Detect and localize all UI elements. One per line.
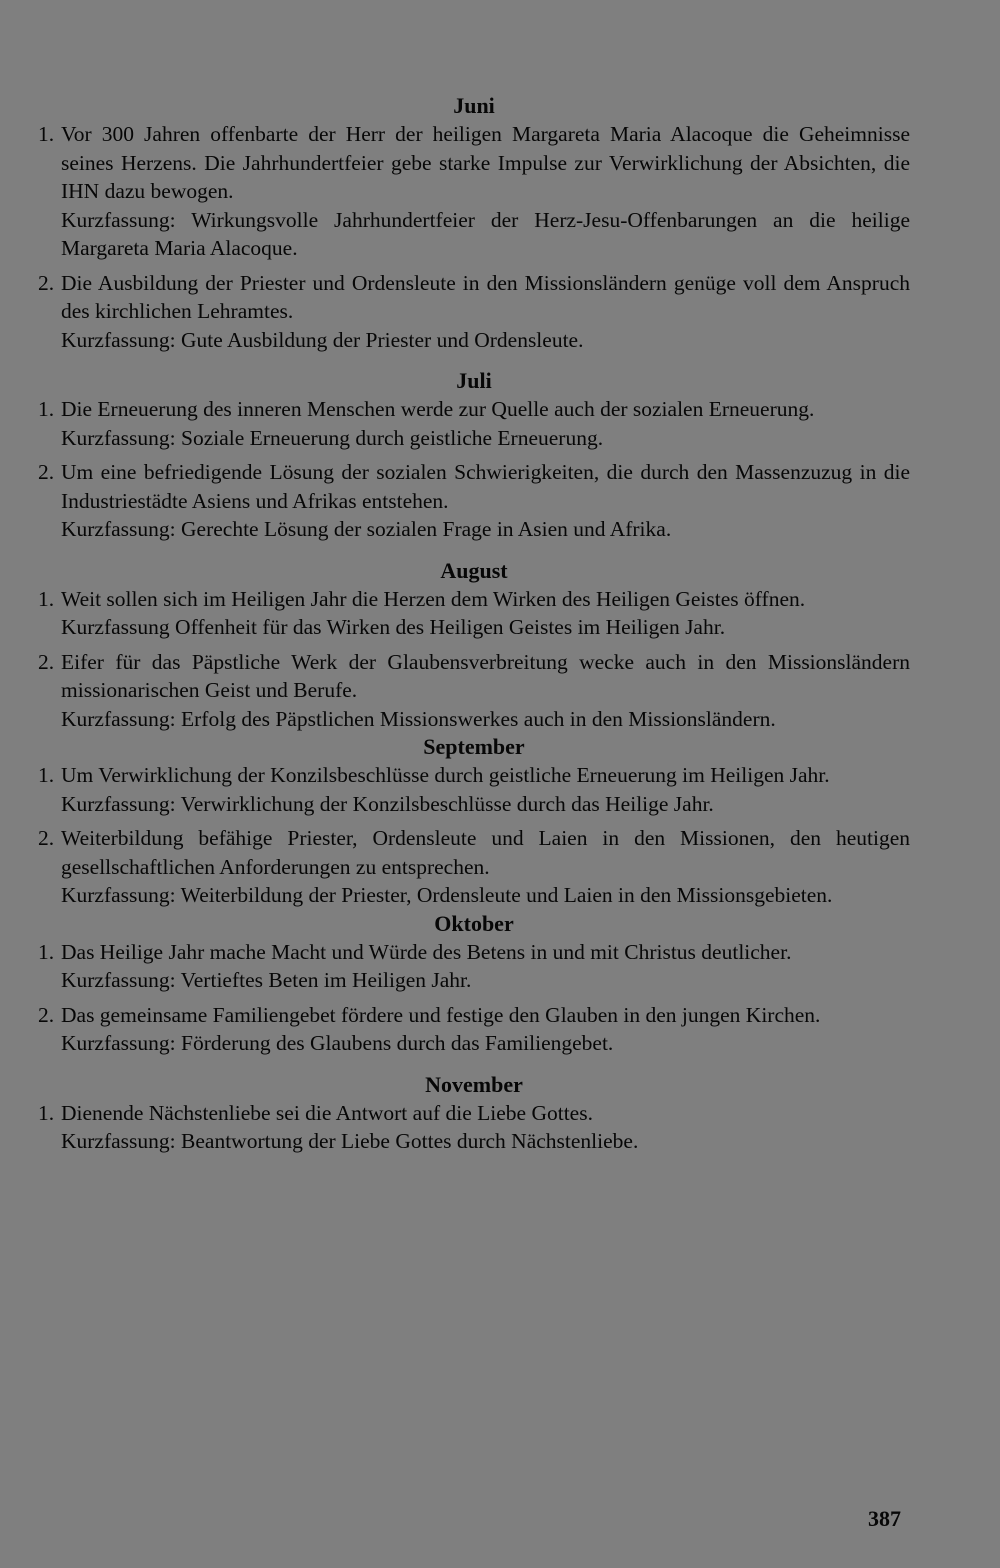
month-heading: September — [423, 734, 525, 759]
item-text: Das gemeinsame Familiengebet fördere und festige den Glauben in den jungen Kirchen. — [61, 1002, 821, 1027]
month-heading: Juni — [453, 93, 495, 118]
item-summary: Kurzfassung: Erfolg des Päpstlichen Missionswerkes auch in den Missionsländern. — [61, 706, 776, 731]
item-number: 2. — [38, 460, 55, 484]
page-number: 387 — [868, 1506, 901, 1531]
month-section-oktober — [38, 910, 910, 1058]
item-number: 2. — [38, 1002, 55, 1027]
month-heading: Juli — [456, 368, 492, 393]
item-summary: Kurzfassung: Verwirklichung der Konzilsbeschlüsse durch das Heilige Jahr. — [61, 791, 714, 816]
item-summary: Kurzfassung: Förderung des Glaubens durch das Familiengebet. — [61, 1031, 614, 1055]
item-summary: Kurzfassung: Weiterbildung der Priester, Ordensleute und Laien in den Missionsgebieten. — [61, 883, 833, 907]
item-text: Weiterbildung befähige Priester, Ordensleute und Laien in den Missionen, den heutigen gesellschaftlichen Anforderungen zu entsprechen. — [61, 826, 910, 879]
item-number: 1. — [38, 586, 55, 611]
month-section-juni — [38, 92, 910, 354]
item-number: 1. — [38, 1100, 55, 1125]
list-item — [38, 585, 910, 642]
month-heading: November — [425, 1071, 523, 1097]
item-text: Vor 300 Jahren offenbarte der Herr der heiligen Margareta Maria Alacoque die Geheimnisse seines Herzens. Die Jahrhundertfeier gebe starke Impulse zur Verwirklichung der Absichten, die IHN dazu bewogen. — [61, 122, 910, 203]
document-page — [38, 92, 910, 1156]
item-summary: Kurzfassung: Beantwortung der Liebe Gottes durch Nächstenliebe. — [61, 1129, 639, 1153]
list-item — [38, 269, 910, 355]
item-summary: Kurzfassung: Vertieftes Beten im Heiligen Jahr. — [61, 968, 472, 992]
item-number: 1. — [38, 397, 55, 421]
item-summary: Kurzfassung: Soziale Erneuerung durch geistliche Erneuerung. — [61, 425, 604, 450]
item-number: 2. — [38, 826, 55, 850]
list-item — [38, 458, 910, 544]
item-text: Dienende Nächstenliebe sei die Antwort auf die Liebe Gottes. — [61, 1100, 593, 1125]
item-number: 2. — [38, 649, 55, 674]
item-text: Die Erneuerung des inneren Menschen werde zur Quelle auch der sozialen Erneuerung. — [61, 397, 815, 421]
item-summary: Kurzfassung: Gute Ausbildung der Priester und Ordensleute. — [61, 327, 584, 352]
month-section-juli — [38, 367, 910, 544]
item-summary: Kurzfassung: Gerechte Lösung der sozialen Frage in Asien und Afrika. — [61, 517, 672, 541]
list-item — [38, 938, 910, 995]
month-heading: August — [440, 557, 508, 583]
item-text: Weit sollen sich im Heiligen Jahr die Herzen dem Wirken des Heiligen Geistes öffnen. — [61, 586, 806, 611]
item-number: 2. — [38, 270, 55, 295]
item-text: Das Heilige Jahr mache Macht und Würde des Betens in und mit Christus deutlicher. — [61, 939, 792, 964]
list-item — [38, 120, 910, 263]
list-item — [38, 1099, 910, 1156]
list-item — [38, 395, 910, 452]
item-text: Um eine befriedigende Lösung der sozialen Schwierigkeiten, die durch den Massenzuzug in die Industriestädte Asiens und Afrikas entstehen. — [61, 460, 910, 513]
item-number: 1. — [38, 763, 55, 787]
month-heading: Oktober — [434, 910, 514, 936]
item-summary: Kurzfassung Offenheit für das Wirken des Heiligen Geistes im Heiligen Jahr. — [61, 615, 726, 639]
item-number: 1. — [38, 122, 55, 146]
list-item — [38, 648, 910, 734]
month-section-november — [38, 1071, 910, 1156]
month-section-august — [38, 557, 910, 734]
list-item — [38, 1001, 910, 1058]
item-text: Eifer für das Päpstliche Werk der Glaubensverbreitung wecke auch in den Missionsländern missionarischen Geist und Berufe. — [61, 649, 910, 702]
list-item — [38, 761, 910, 818]
month-section-september — [38, 733, 910, 910]
item-text: Um Verwirklichung der Konzilsbeschlüsse durch geistliche Erneuerung im Heiligen Jahr. — [61, 763, 830, 787]
item-number: 1. — [38, 939, 55, 964]
item-text: Die Ausbildung der Priester und Ordensleute in den Missionsländern genüge voll dem Anspruch des kirchlichen Lehramtes. — [61, 270, 910, 323]
item-summary: Kurzfassung: Wirkungsvolle Jahrhundertfeier der Herz-Jesu-Offenbarungen an die heilige Margareta Maria Alacoque. — [61, 207, 910, 260]
list-item — [38, 824, 910, 910]
